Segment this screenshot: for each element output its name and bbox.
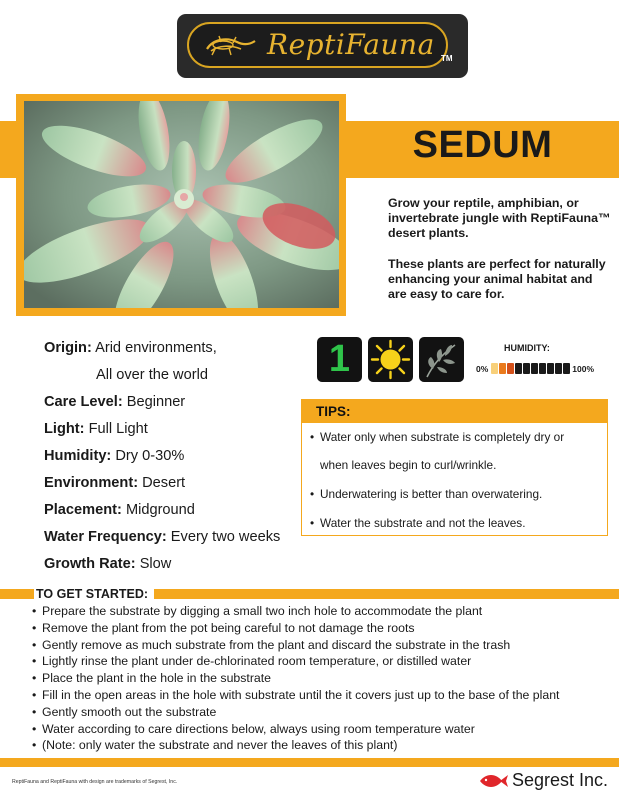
- trademark-note: ReptiFauna and ReptiFauna with design are trademarks of Segrest, Inc.: [12, 779, 178, 785]
- care-level-one-icon: [317, 337, 362, 382]
- step-item: • Prepare the substrate by digging a small two inch hole to accommodate the plant: [32, 603, 618, 620]
- trademark-mark: TM: [441, 54, 453, 63]
- company-name: Segrest Inc.: [512, 770, 609, 790]
- logo-text: ReptiFauna: [267, 28, 435, 61]
- step-item: • Place the plant in the hole in the substrate: [32, 670, 618, 687]
- logo-badge: [187, 22, 448, 68]
- tip-item: • Water the substrate and not the leaves.: [310, 516, 605, 530]
- getting-started-title: TO GET STARTED:: [34, 587, 154, 601]
- humidity-min-label: 0%: [476, 363, 489, 374]
- tips-title: TIPS:: [316, 404, 351, 419]
- plant-info-list: [44, 335, 304, 578]
- brand-logo: [177, 14, 468, 78]
- step-item: • (Note: only water the substrate and never the leaves of this plant): [32, 737, 618, 754]
- sedum-photo: [24, 101, 339, 308]
- step-item: • Fill in the open areas in the hole with substrate until the it covers just up to the base of the plant: [32, 687, 618, 704]
- tip-item: • Underwatering is better than overwatering.: [310, 487, 605, 501]
- info-row-environment: Environment: Desert: [44, 475, 186, 491]
- tips-list: [310, 430, 605, 545]
- step-item: • Water according to care directions below, always using room temperature water: [32, 721, 618, 738]
- tip-item: • Water only when substrate is completely dry or when leaves begin to curl/wrinkle.: [310, 430, 605, 472]
- humidity-segment: [507, 363, 514, 374]
- sun-icon: [368, 337, 413, 382]
- info-row-water-frequency: Water Frequency: Every two weeks: [44, 529, 281, 545]
- humidity-segment: [491, 363, 498, 374]
- footer-band: [0, 758, 619, 767]
- humidity-segments: [491, 363, 571, 374]
- plant-title: SEDUM: [412, 124, 553, 166]
- lizard-icon: [203, 33, 257, 59]
- intro-paragraph: Grow your reptile, amphibian, or invertebrate jungle with ReptiFauna™ desert plants.: [388, 196, 611, 240]
- info-row-care-level: Care Level: Beginner: [44, 394, 186, 410]
- plant-leaves-icon: [419, 337, 464, 382]
- care-level-number: 1: [328, 338, 351, 380]
- tips-header: [302, 400, 607, 423]
- step-item: • Lightly rinse the plant under de-chlorinated room temperature, or distilled water: [32, 653, 618, 670]
- info-row-humidity: Humidity: Dry 0-30%: [44, 448, 185, 464]
- humidity-segment: [523, 363, 530, 374]
- info-row-growth-rate: Growth Rate: Slow: [44, 556, 172, 572]
- humidity-segment: [563, 363, 570, 374]
- step-item: • Remove the plant from the pot being careful to not damage the roots: [32, 620, 618, 637]
- getting-started-steps: [32, 603, 618, 754]
- humidity-segment: [547, 363, 554, 374]
- humidity-segment: [555, 363, 562, 374]
- fish-icon: [478, 772, 508, 790]
- tips-box: [301, 399, 608, 536]
- info-row-light: Light: Full Light: [44, 421, 148, 437]
- info-row-origin: Origin: Arid environments,: [44, 340, 217, 356]
- intro-text: [388, 196, 613, 318]
- humidity-max-label: 100%: [572, 363, 595, 374]
- info-row-placement: Placement: Midground: [44, 502, 195, 518]
- humidity-segment: [499, 363, 506, 374]
- info-row-origin-continued: All over the world: [96, 367, 208, 383]
- step-item: • Gently remove as much substrate from the plant and discard the substrate in the trash: [32, 637, 618, 654]
- humidity-segment: [515, 363, 522, 374]
- step-item: • Gently smooth out the substrate: [32, 704, 618, 721]
- segrest-logo: [478, 770, 608, 791]
- intro-paragraph: These plants are perfect for naturally enhancing your animal habitat and are easy to care for.: [388, 257, 606, 301]
- humidity-scale: [476, 363, 594, 374]
- succulent-illustration: [24, 101, 339, 308]
- humidity-label: HUMIDITY:: [504, 343, 550, 353]
- humidity-segment: [539, 363, 546, 374]
- humidity-segment: [531, 363, 538, 374]
